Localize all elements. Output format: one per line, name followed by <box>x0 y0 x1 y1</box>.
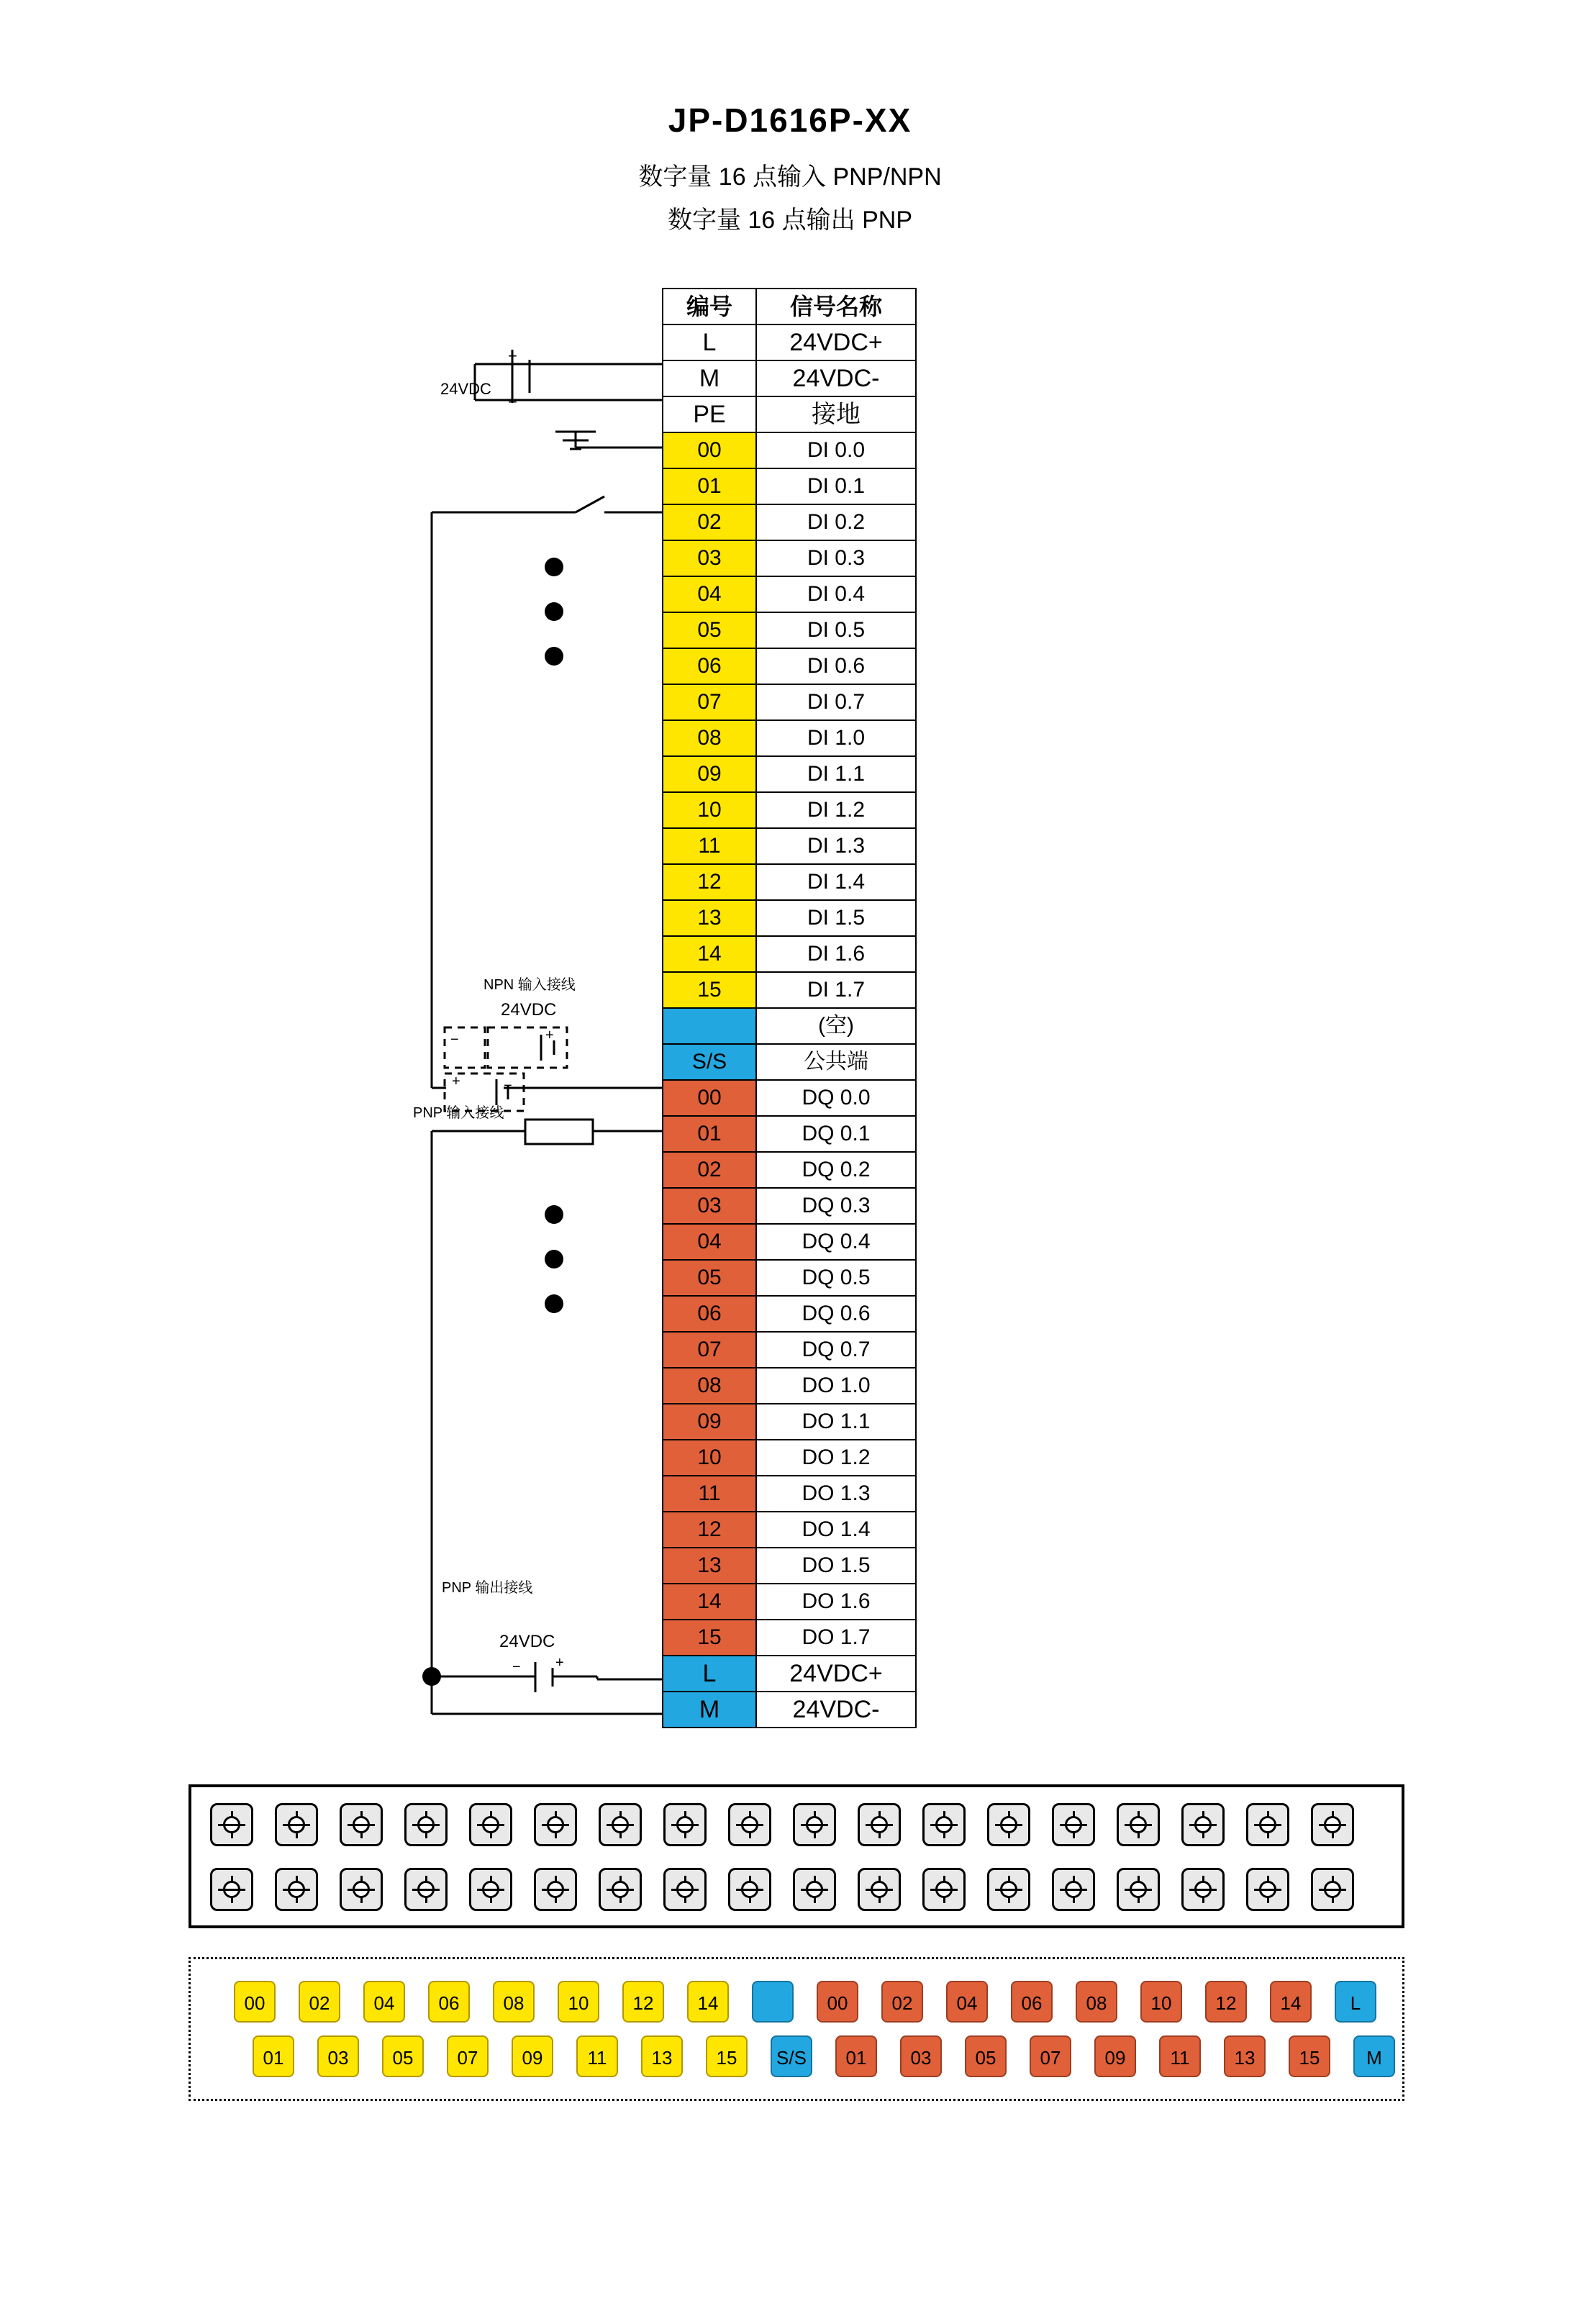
signal-name-cell: DO 1.2 <box>756 1440 916 1476</box>
signal-name-cell: DO 1.7 <box>756 1620 916 1656</box>
terminal-number-cell: 08 <box>663 1368 756 1404</box>
signal-name-cell: DO 1.0 <box>756 1368 916 1404</box>
pin-top: 02 <box>299 1981 340 2023</box>
table-row <box>663 540 916 576</box>
terminal-number-cell: 04 <box>663 1224 756 1260</box>
screw-head-icon <box>417 1881 435 1898</box>
terminal-number-cell: PE <box>663 396 756 432</box>
table-row <box>663 1368 916 1404</box>
screw-head-icon <box>223 1881 240 1898</box>
signal-name-cell: 24VDC+ <box>756 324 916 360</box>
terminal-screw <box>340 1803 383 1846</box>
terminal-screw <box>210 1868 253 1911</box>
screw-head-icon <box>935 1881 953 1898</box>
signal-name-cell: DO 1.1 <box>756 1404 916 1440</box>
screw-head-icon <box>676 1881 694 1898</box>
label-output-minus: − <box>512 1659 521 1675</box>
pin-top: 08 <box>1076 1981 1117 2023</box>
screw-head-icon <box>288 1816 305 1833</box>
terminal-number-cell: 09 <box>663 756 756 792</box>
terminal-screw <box>599 1803 642 1846</box>
screw-head-icon <box>1194 1816 1212 1833</box>
label-npn-minus: − <box>450 1032 459 1048</box>
terminal-number-cell: M <box>663 360 756 396</box>
terminal-number-cell: 13 <box>663 900 756 936</box>
terminal-screw <box>534 1868 577 1911</box>
signal-name-cell: DQ 0.3 <box>756 1188 916 1224</box>
header-number: 编号 <box>663 289 756 324</box>
terminal-number-cell: S/S <box>663 1044 756 1080</box>
terminal-number-cell: 11 <box>663 1476 756 1512</box>
label-output-plus: + <box>555 1655 564 1671</box>
signal-name-cell: 接地 <box>756 396 916 432</box>
terminal-screw <box>599 1868 642 1911</box>
pin-top: 14 <box>687 1981 729 2023</box>
pin-bottom: 07 <box>1030 2035 1071 2077</box>
pin-top: 06 <box>428 1981 470 2023</box>
terminal-screw <box>1246 1868 1289 1911</box>
pin-top: 02 <box>881 1981 923 2023</box>
pin-bottom: 11 <box>1159 2035 1201 2077</box>
terminal-number-cell: 14 <box>663 1584 756 1620</box>
table-row <box>663 1116 916 1152</box>
screw-head-icon <box>482 1816 499 1833</box>
terminal-number-cell: 04 <box>663 576 756 612</box>
terminal-screw <box>534 1803 577 1846</box>
table-row <box>663 792 916 828</box>
pin-bottom: 05 <box>965 2035 1007 2077</box>
screw-head-icon <box>1130 1881 1147 1898</box>
label-minus-top: − <box>508 393 517 411</box>
pin-top: 12 <box>1205 1981 1247 2023</box>
table-row <box>663 396 916 432</box>
terminal-screw <box>469 1803 512 1846</box>
signal-name-cell: DQ 0.1 <box>756 1116 916 1152</box>
table-row <box>663 1044 916 1080</box>
table-row <box>663 432 916 468</box>
pin-bottom: M <box>1353 2035 1395 2077</box>
label-supply-24vdc-top: 24VDC <box>440 380 491 398</box>
terminal-screw <box>922 1803 966 1846</box>
terminal-block-photo <box>189 1784 1404 1928</box>
page-title: JP-D1616P-XX <box>668 101 912 139</box>
pin-top: 06 <box>1011 1981 1053 2023</box>
signal-name-cell: DQ 0.5 <box>756 1260 916 1296</box>
table-row <box>663 504 916 540</box>
table-row <box>663 1008 916 1044</box>
table-row <box>663 900 916 936</box>
pin-bottom: 05 <box>382 2035 424 2077</box>
table-row <box>663 1548 916 1584</box>
terminal-screw <box>1052 1803 1095 1846</box>
terminal-number-cell: 01 <box>663 468 756 504</box>
screw-head-icon <box>547 1881 564 1898</box>
pin-top: 14 <box>1270 1981 1312 2023</box>
pin-bottom: 09 <box>512 2035 553 2077</box>
label-npn-input-wiring: NPN 输入接线 <box>483 977 576 993</box>
signal-name-cell: DO 1.3 <box>756 1476 916 1512</box>
signal-name-cell: DI 0.5 <box>756 612 916 648</box>
terminal-screw <box>1052 1868 1095 1911</box>
screw-head-icon <box>806 1881 823 1898</box>
pin-bottom: 15 <box>1289 2035 1330 2077</box>
screw-head-icon <box>353 1881 370 1898</box>
table-row <box>663 1620 916 1656</box>
pin-top: 00 <box>234 1981 276 2023</box>
signal-name-cell: DI 0.6 <box>756 648 916 684</box>
screw-head-icon <box>417 1816 435 1833</box>
table-row <box>663 1080 916 1116</box>
table-row <box>663 576 916 612</box>
signal-name-cell: DQ 0.6 <box>756 1296 916 1332</box>
screw-head-icon <box>676 1816 694 1833</box>
label-npn-plus: + <box>545 1027 554 1043</box>
pin-bottom: 15 <box>706 2035 748 2077</box>
terminal-number-cell: 12 <box>663 1512 756 1548</box>
signal-name-cell: DI 1.4 <box>756 864 916 900</box>
terminal-number-cell: 06 <box>663 1296 756 1332</box>
terminal-screw <box>728 1803 771 1846</box>
terminal-number-cell: 13 <box>663 1548 756 1584</box>
terminal-screw <box>210 1803 253 1846</box>
signal-name-cell: DQ 0.2 <box>756 1152 916 1188</box>
terminal-number-cell: 07 <box>663 684 756 720</box>
terminal-screw <box>858 1868 901 1911</box>
terminal-number-cell: 06 <box>663 648 756 684</box>
pin-bottom: S/S <box>771 2035 812 2077</box>
terminal-screw <box>1246 1803 1289 1846</box>
table-row <box>663 828 916 864</box>
screw-head-icon <box>871 1816 888 1833</box>
table-row <box>663 864 916 900</box>
terminal-screw <box>404 1803 448 1846</box>
terminal-number-cell: L <box>663 1656 756 1692</box>
pin-bottom: 01 <box>835 2035 877 2077</box>
terminal-number-cell: 09 <box>663 1404 756 1440</box>
label-plus-top: + <box>508 347 517 365</box>
table-row <box>663 1152 916 1188</box>
signal-name-cell: DI 1.3 <box>756 828 916 864</box>
table-row <box>663 1332 916 1368</box>
terminal-number-cell: 15 <box>663 972 756 1008</box>
screw-row-top <box>191 1797 1402 1861</box>
screw-head-icon <box>1130 1816 1147 1833</box>
label-pnp-plus: + <box>452 1074 460 1089</box>
table-row <box>663 648 916 684</box>
pin-top: 04 <box>946 1981 988 2023</box>
terminal-number-cell: 00 <box>663 1080 756 1116</box>
label-pnp-input-wiring: PNP 输入接线 <box>413 1105 504 1121</box>
pin-bottom: 13 <box>641 2035 683 2077</box>
terminal-screw <box>1311 1868 1354 1911</box>
signal-name-cell: DO 1.5 <box>756 1548 916 1584</box>
terminal-number-cell: 05 <box>663 612 756 648</box>
terminal-screw <box>275 1803 318 1846</box>
table-row <box>663 972 916 1008</box>
pin-top: 00 <box>817 1981 858 2023</box>
table-header-row <box>663 289 916 324</box>
pin-bottom: 07 <box>447 2035 489 2077</box>
pin-top: 10 <box>1140 1981 1182 2023</box>
screw-head-icon <box>482 1881 499 1898</box>
table-row <box>663 1656 916 1692</box>
pin-top: 08 <box>493 1981 535 2023</box>
signal-name-cell: DQ 0.0 <box>756 1080 916 1116</box>
terminal-screw <box>275 1868 318 1911</box>
pin-top: 04 <box>363 1981 405 2023</box>
signal-name-cell: DQ 0.4 <box>756 1224 916 1260</box>
screw-head-icon <box>547 1816 564 1833</box>
signal-name-cell: DI 0.3 <box>756 540 916 576</box>
label-pnp-output-wiring: PNP 输出接线 <box>442 1580 533 1596</box>
signal-name-cell: DI 0.0 <box>756 432 916 468</box>
signal-name-cell: DI 1.5 <box>756 900 916 936</box>
table-body <box>663 324 916 1728</box>
table-row <box>663 468 916 504</box>
screw-head-icon <box>871 1881 888 1898</box>
signal-name-cell: 24VDC- <box>756 360 916 396</box>
signal-name-cell: 24VDC- <box>756 1692 916 1728</box>
signal-name-cell: DI 1.0 <box>756 720 916 756</box>
signal-name-cell: DI 1.1 <box>756 756 916 792</box>
screw-head-icon <box>288 1881 305 1898</box>
terminal-screw <box>663 1868 707 1911</box>
screw-head-icon <box>1065 1816 1082 1833</box>
page-subtitle-output: 数字量 16 点输出 PNP <box>667 206 913 234</box>
screw-head-icon <box>1000 1816 1017 1833</box>
screw-head-icon <box>741 1816 758 1833</box>
pin-bottom: 09 <box>1094 2035 1136 2077</box>
terminal-number-cell: 07 <box>663 1332 756 1368</box>
terminal-number-cell: 11 <box>663 828 756 864</box>
table-row <box>663 612 916 648</box>
terminal-screw <box>922 1868 966 1911</box>
table-row <box>663 324 916 360</box>
pin-top <box>752 1981 794 2023</box>
signal-name-cell: DI 0.4 <box>756 576 916 612</box>
pin-bottom: 11 <box>576 2035 618 2077</box>
terminal-screw <box>987 1803 1030 1846</box>
terminal-screw <box>728 1868 771 1911</box>
table-row <box>663 1692 916 1728</box>
terminal-screw <box>1181 1803 1225 1846</box>
signal-name-cell: 公共端 <box>756 1044 916 1080</box>
table-row <box>663 684 916 720</box>
terminal-number-cell: 10 <box>663 1440 756 1476</box>
table-row <box>663 1260 916 1296</box>
page-subtitle-input: 数字量 16 点输入 PNP/NPN <box>638 163 942 191</box>
terminal-number-cell: 05 <box>663 1260 756 1296</box>
table-row <box>663 1512 916 1548</box>
terminal-screw <box>793 1803 836 1846</box>
signal-name-cell: 24VDC+ <box>756 1656 916 1692</box>
table-row <box>663 1224 916 1260</box>
table-row <box>663 360 916 396</box>
terminal-number-cell: M <box>663 1692 756 1728</box>
terminal-screw <box>1117 1868 1160 1911</box>
terminal-screw <box>663 1803 707 1846</box>
terminal-screw <box>404 1868 448 1911</box>
table-row <box>663 936 916 972</box>
pin-bottom: 03 <box>317 2035 359 2077</box>
label-pnp-minus: − <box>504 1078 512 1094</box>
terminal-screw <box>1117 1803 1160 1846</box>
pin-bottom: 01 <box>253 2035 294 2077</box>
signal-name-cell: DQ 0.7 <box>756 1332 916 1368</box>
signal-name-cell: DO 1.6 <box>756 1584 916 1620</box>
terminal-screw <box>1311 1803 1354 1846</box>
terminal-number-cell: 12 <box>663 864 756 900</box>
terminal-number-cell: 03 <box>663 540 756 576</box>
terminal-number-cell: 14 <box>663 936 756 972</box>
terminal-number-cell: 08 <box>663 720 756 756</box>
screw-head-icon <box>1324 1881 1341 1898</box>
label-npn-supply-24vdc: 24VDC <box>501 1000 557 1020</box>
table-row <box>663 1440 916 1476</box>
screw-head-icon <box>1194 1881 1212 1898</box>
signal-name-cell: DI 0.2 <box>756 504 916 540</box>
pin-top: L <box>1335 1981 1376 2023</box>
screw-row-bottom <box>191 1862 1402 1925</box>
terminal-table <box>662 288 917 1728</box>
terminal-screw <box>858 1803 901 1846</box>
terminal-screw <box>987 1868 1030 1911</box>
terminal-number-cell: L <box>663 324 756 360</box>
terminal-number-cell: 00 <box>663 432 756 468</box>
screw-head-icon <box>1259 1881 1276 1898</box>
pin-layout-map <box>189 1957 1404 2101</box>
table-row <box>663 1404 916 1440</box>
screw-head-icon <box>612 1816 629 1833</box>
table-row <box>663 756 916 792</box>
table-row <box>663 720 916 756</box>
terminal-number-cell: 03 <box>663 1188 756 1224</box>
screw-head-icon <box>1000 1881 1017 1898</box>
pin-bottom: 13 <box>1224 2035 1266 2077</box>
terminal-number-cell <box>663 1008 756 1044</box>
screw-head-icon <box>806 1816 823 1833</box>
signal-name-cell: DI 0.1 <box>756 468 916 504</box>
screw-head-icon <box>935 1816 953 1833</box>
screw-head-icon <box>1065 1881 1082 1898</box>
screw-head-icon <box>223 1816 240 1833</box>
screw-head-icon <box>353 1816 370 1833</box>
terminal-screw <box>1181 1868 1225 1911</box>
table-row <box>663 1476 916 1512</box>
pin-top: 12 <box>622 1981 664 2023</box>
terminal-number-cell: 02 <box>663 1152 756 1188</box>
terminal-number-cell: 15 <box>663 1620 756 1656</box>
table-row <box>663 1188 916 1224</box>
terminal-screw <box>793 1868 836 1911</box>
table-row <box>663 1584 916 1620</box>
pin-bottom: 03 <box>900 2035 942 2077</box>
signal-name-cell: DI 0.7 <box>756 684 916 720</box>
terminal-screw <box>469 1868 512 1911</box>
terminal-number-cell: 01 <box>663 1116 756 1152</box>
terminal-number-cell: 02 <box>663 504 756 540</box>
screw-head-icon <box>741 1881 758 1898</box>
signal-name-cell: DI 1.6 <box>756 936 916 972</box>
screw-head-icon <box>1324 1816 1341 1833</box>
screw-head-icon <box>1259 1816 1276 1833</box>
signal-name-cell: DI 1.7 <box>756 972 916 1008</box>
table-row <box>663 1296 916 1332</box>
signal-name-cell: DI 1.2 <box>756 792 916 828</box>
terminal-screw <box>340 1868 383 1911</box>
screw-head-icon <box>612 1881 629 1898</box>
terminal-number-cell: 10 <box>663 792 756 828</box>
header-signal: 信号名称 <box>756 289 916 324</box>
label-output-supply-24vdc: 24VDC <box>499 1632 555 1651</box>
signal-name-cell: (空) <box>756 1008 916 1044</box>
signal-name-cell: DO 1.4 <box>756 1512 916 1548</box>
pin-top: 10 <box>558 1981 599 2023</box>
